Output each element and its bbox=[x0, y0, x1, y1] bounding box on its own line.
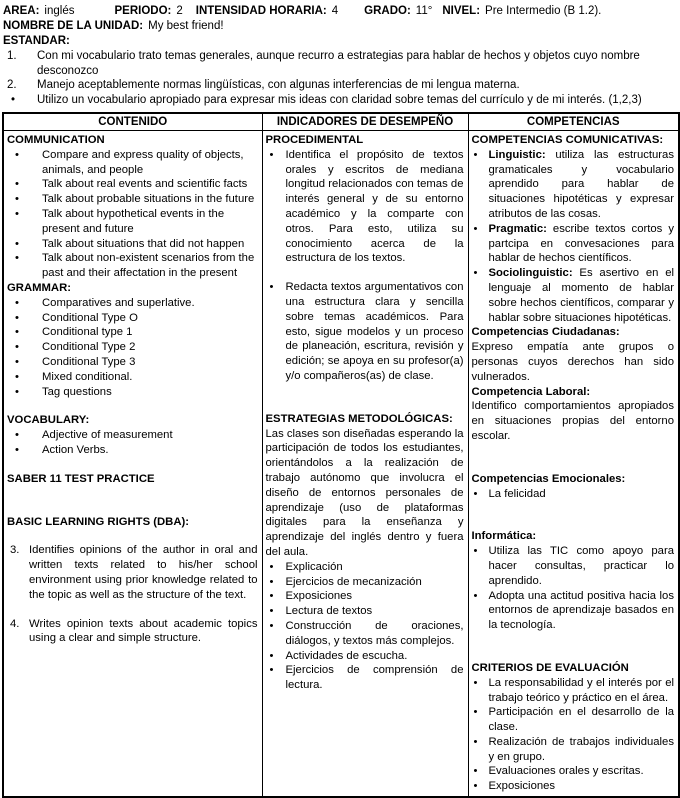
spacer bbox=[7, 603, 258, 617]
bullet-text: Tag questions bbox=[42, 385, 112, 398]
item-number: 1. bbox=[7, 50, 17, 62]
bullet-text: Adopta una actitud positiva hacia los entornos de aprendizaje basados en la tecnología. bbox=[488, 589, 674, 632]
meta-field-label: PERIODO: bbox=[114, 5, 172, 17]
bullet-text: Ejercicios de mecanización bbox=[285, 575, 422, 588]
bullet-text: Conditional Type 2 bbox=[42, 341, 136, 354]
bullet-text: Sociolinguistic: Es asertivo en el lenguaje al momento de hablar sobre hechos científicos, comparar y hablar sobre situaciones hipotéticas. bbox=[488, 267, 674, 324]
bullet-item bbox=[7, 355, 258, 370]
bullet-icon: • bbox=[269, 664, 274, 677]
spacer bbox=[7, 487, 258, 501]
column-contenido bbox=[3, 131, 262, 798]
bullet-item bbox=[7, 428, 258, 443]
bullet-icon: • bbox=[473, 222, 478, 235]
bullet-icon: • bbox=[15, 370, 19, 383]
column-header-competencias: COMPETENCIAS bbox=[468, 113, 679, 131]
estandar-item-text: Con mi vocabulario trato temas generales, aunque recurro a estrategias para hablar de hechos y objetos cuyo nombre desconozco bbox=[37, 50, 640, 77]
bullet-item bbox=[472, 779, 675, 794]
item-number: 3. bbox=[10, 544, 20, 557]
section-heading: PROCEDIMENTAL bbox=[265, 134, 364, 146]
bullet-item bbox=[7, 311, 258, 326]
bullet-text: Realización de trabajos individuales y en grupo. bbox=[488, 735, 674, 763]
bullet-text: Construcción de oraciones, diálogos, y textos más complejos. bbox=[285, 619, 464, 647]
document-header bbox=[2, 3, 678, 109]
table-header-row bbox=[3, 113, 679, 131]
spacer bbox=[472, 444, 675, 458]
bullet-icon: • bbox=[15, 443, 19, 456]
bullet-item bbox=[266, 575, 464, 590]
column-competencias bbox=[468, 131, 679, 798]
bullet-icon: • bbox=[473, 676, 478, 689]
bullet-icon: • bbox=[473, 735, 478, 748]
bullet-item bbox=[266, 619, 464, 649]
item-number: 2. bbox=[7, 79, 17, 91]
bullet-item bbox=[266, 649, 464, 664]
section-heading: Competencia Laboral: bbox=[471, 385, 591, 398]
meta-field-label: NIVEL: bbox=[442, 5, 481, 17]
paragraph: Expreso empatía ante grupos o personas cuyos derechos han sido vulnerados. bbox=[471, 341, 674, 383]
bullet-icon: • bbox=[11, 93, 16, 106]
bullet-item bbox=[266, 280, 464, 384]
bullet-icon: • bbox=[473, 487, 478, 500]
bullet-icon: • bbox=[15, 237, 19, 250]
bullet-icon: • bbox=[15, 252, 19, 265]
bullet-icon: • bbox=[15, 326, 19, 339]
spacer bbox=[472, 458, 675, 472]
meta-field-4 bbox=[442, 4, 601, 19]
bullet-item bbox=[7, 370, 258, 385]
bullet-item bbox=[266, 148, 464, 266]
bullet-icon: • bbox=[15, 296, 19, 309]
numbered-item bbox=[7, 617, 258, 647]
bullet-item bbox=[472, 705, 675, 735]
bullet-text: Mixed conditional. bbox=[42, 370, 133, 383]
bullet-icon: • bbox=[473, 148, 478, 161]
bullet-icon: • bbox=[15, 178, 19, 191]
bullet-text: Conditional Type O bbox=[42, 311, 138, 324]
curriculum-table bbox=[2, 112, 680, 798]
meta-field-value: Pre Intermedio (B 1.2). bbox=[485, 5, 602, 17]
meta-field-value: 2 bbox=[176, 5, 183, 17]
bullet-item bbox=[7, 207, 258, 237]
numbered-item-text: Identifies opinions of the author in oral and written texts related to his/her school environment using prior knowledge related to the topic as well as the structure of the text. bbox=[29, 544, 258, 601]
spacer bbox=[472, 501, 675, 515]
spacer bbox=[472, 647, 675, 661]
meta-line bbox=[3, 4, 678, 19]
bullet-item bbox=[472, 676, 675, 706]
bullet-item bbox=[472, 266, 675, 325]
bullet-icon: • bbox=[473, 267, 478, 280]
bullet-item bbox=[7, 325, 258, 340]
section-heading: Informática: bbox=[471, 530, 537, 543]
meta-field-value: 4 bbox=[331, 5, 339, 17]
table-body-row bbox=[3, 131, 679, 798]
spacer bbox=[266, 398, 464, 412]
bullet-text: Explicación bbox=[285, 560, 343, 573]
section-heading: COMMUNICATION bbox=[7, 134, 105, 146]
meta-field-2 bbox=[196, 4, 338, 19]
meta-field-1 bbox=[114, 4, 182, 19]
bullet-item bbox=[266, 560, 464, 575]
bullet-item bbox=[472, 589, 675, 633]
bullet-icon: • bbox=[269, 590, 274, 603]
estandar-item bbox=[3, 93, 678, 108]
bullet-item bbox=[7, 237, 258, 252]
section-heading: Competencias Ciudadanas: bbox=[471, 326, 620, 339]
bullet-text: Linguistic: utiliza las estructuras gramaticales y vocabulario aprendido para hablar de situaciones hipotéticas y expresar atributos de las cosas. bbox=[488, 148, 674, 220]
bullet-icon: • bbox=[15, 207, 19, 220]
bullet-icon: • bbox=[473, 765, 478, 778]
column-header-contenido: CONTENIDO bbox=[3, 113, 262, 131]
bullet-icon: • bbox=[269, 605, 274, 618]
bullet-icon: • bbox=[473, 545, 478, 558]
meta-field-label: AREA: bbox=[3, 5, 40, 17]
unit-name-line bbox=[3, 19, 678, 34]
bullet-item bbox=[7, 340, 258, 355]
spacer bbox=[266, 384, 464, 398]
unit-name-value: My best friend! bbox=[148, 20, 224, 32]
bullet-text: Exposiciones bbox=[488, 780, 556, 793]
column-header-indicadores: INDICADORES DE DESEMPEÑO bbox=[262, 113, 468, 131]
bullet-item bbox=[266, 589, 464, 604]
spacer bbox=[7, 399, 258, 413]
bullet-icon: • bbox=[473, 589, 478, 602]
bullet-text: Lectura de textos bbox=[285, 605, 373, 618]
bullet-text: Talk about non-existent scenarios from the past and their affectation in the present bbox=[42, 252, 255, 280]
bullet-text: La responsabilidad y el interés por el trabajo teórico y práctico en el área. bbox=[488, 676, 674, 704]
numbered-item-text: Writes opinion texts about academic topics using a clear and simple structure. bbox=[29, 617, 258, 645]
bullet-text: Adjective of measurement bbox=[42, 429, 173, 442]
bullet-text: Talk about real events and scientific facts bbox=[42, 178, 248, 191]
bullet-text: Talk about situations that did not happen bbox=[42, 237, 245, 250]
section-heading: COMPETENCIAS COMUNICATIVAS: bbox=[471, 134, 664, 146]
spacer bbox=[7, 501, 258, 515]
spacer bbox=[472, 515, 675, 529]
bullet-icon: • bbox=[269, 575, 274, 588]
bullet-text: Action Verbs. bbox=[42, 443, 109, 456]
bullet-text: Comparatives and superlative. bbox=[42, 296, 195, 309]
meta-field-label: INTENSIDAD HORARIA: bbox=[195, 5, 327, 17]
bullet-text: Pragmatic: escribe textos cortos y partcipa en convesaciones para hablar de hechos científicos. bbox=[488, 222, 674, 265]
bullet-icon: • bbox=[15, 341, 19, 354]
bullet-icon: • bbox=[269, 619, 274, 632]
meta-field-label: GRADO: bbox=[364, 5, 411, 17]
bullet-text: Compare and express quality of objects, animals, and people bbox=[42, 148, 244, 176]
section-heading: VOCABULARY: bbox=[7, 414, 90, 427]
bullet-item bbox=[266, 663, 464, 693]
bullet-item bbox=[7, 148, 258, 178]
bullet-item bbox=[472, 222, 675, 266]
bullet-icon: • bbox=[15, 355, 19, 368]
bullet-lead: Sociolinguistic: bbox=[488, 267, 573, 280]
bullet-text: Actividades de escucha. bbox=[285, 649, 408, 662]
section-heading: CRITERIOS DE EVALUACIÓN bbox=[471, 661, 629, 674]
bullet-item bbox=[472, 735, 675, 765]
bullet-icon: • bbox=[269, 281, 274, 294]
meta-field-value: 11° bbox=[415, 5, 433, 17]
estandar-list bbox=[3, 49, 678, 107]
item-number: 4. bbox=[10, 617, 20, 630]
numbered-item bbox=[7, 543, 258, 602]
bullet-icon: • bbox=[269, 148, 274, 161]
bullet-item bbox=[7, 296, 258, 311]
section-heading: SABER 11 TEST PRACTICE bbox=[7, 472, 155, 485]
bullet-icon: • bbox=[269, 560, 274, 573]
paragraph: Identifico comportamientos apropiados en situaciones propias del entorno escolar. bbox=[471, 400, 674, 442]
column-indicadores bbox=[262, 131, 468, 798]
bullet-text: Utiliza las TIC como apoyo para hacer consultas, practicar lo aprendido. bbox=[488, 545, 674, 587]
bullet-icon: • bbox=[15, 429, 19, 442]
bullet-lead: Linguistic: bbox=[488, 148, 546, 161]
bullet-icon: • bbox=[473, 780, 478, 793]
section-heading: ESTRATEGIAS METODOLÓGICAS: bbox=[265, 412, 453, 425]
bullet-item bbox=[7, 177, 258, 192]
bullet-item bbox=[472, 764, 675, 779]
bullet-text: Ejercicios de comprensión de lectura. bbox=[285, 664, 464, 692]
bullet-icon: • bbox=[473, 706, 478, 719]
bullet-text: Participación en el desarrollo de la clase. bbox=[488, 706, 674, 734]
bullet-icon: • bbox=[269, 649, 274, 662]
bullet-lead: Pragmatic: bbox=[488, 222, 547, 235]
bullet-text: La felicidad bbox=[488, 487, 546, 500]
bullet-text: Exposiciones bbox=[285, 590, 353, 603]
bullet-item bbox=[7, 192, 258, 207]
meta-field-0 bbox=[3, 4, 74, 19]
bullet-icon: • bbox=[15, 148, 19, 161]
bullet-icon: • bbox=[15, 385, 19, 398]
spacer bbox=[7, 529, 258, 543]
bullet-text: Conditional type 1 bbox=[42, 326, 133, 339]
bullet-item bbox=[7, 443, 258, 458]
bullet-item bbox=[472, 148, 675, 222]
bullet-icon: • bbox=[15, 193, 19, 206]
spacer bbox=[266, 266, 464, 280]
bullet-text: Identifica el propósito de textos orales y escritos de mediana longitud relacionados con temas de interés general y de su entorno académico y la comparte con otros. Para esto, utiliza su conocimiento acerca de la estructura de los textos. bbox=[285, 148, 464, 265]
bullet-text: Evaluaciones orales y escritas. bbox=[488, 765, 644, 778]
estandar-label: ESTANDAR: bbox=[3, 35, 70, 47]
estandar-item bbox=[3, 78, 678, 93]
bullet-item bbox=[472, 544, 675, 588]
bullet-text: Talk about hypothetical events in the present and future bbox=[42, 207, 225, 235]
meta-field-value: inglés bbox=[44, 5, 75, 17]
bullet-item bbox=[7, 385, 258, 400]
estandar-item-text: Utilizo un vocabulario apropiado para expresar mis ideas con claridad sobre temas del currículo y de mi interés. (1,2,3) bbox=[37, 93, 642, 106]
estandar-item-text: Manejo aceptablemente normas lingüísticas, con algunas interferencias de mi lengua materna. bbox=[37, 79, 520, 91]
estandar-item bbox=[3, 49, 678, 78]
bullet-text: Conditional Type 3 bbox=[42, 355, 136, 368]
bullet-text: Talk about probable situations in the future bbox=[42, 193, 255, 206]
spacer bbox=[7, 458, 258, 472]
bullet-item bbox=[7, 251, 258, 281]
section-heading: Competencias Emocionales: bbox=[471, 472, 626, 485]
bullet-item bbox=[472, 487, 675, 502]
unit-name-label: NOMBRE DE LA UNIDAD: bbox=[3, 20, 144, 32]
bullet-text: Redacta textos argumentativos con una estructura clara y sencilla sobre temas académicos. Para esto, sigue modelos y un proceso de planeación, escritura, revisión y edición; se apoya en su profesor(a) y/o compañeros(as) de clase. bbox=[285, 281, 464, 382]
section-heading: BASIC LEARNING RIGHTS (DBA): bbox=[7, 515, 189, 528]
bullet-icon: • bbox=[15, 311, 19, 324]
paragraph: Las clases son diseñadas esperando la participación de todos los estudiantes, orientándolos a la realización de trabajo autónomo que involucra el diseño de entornos personales de aprendizaje (uso de plataformas digitales para la enseñanza y aprendizaje del inglés dentro y fuera del aula. bbox=[265, 427, 464, 558]
meta-field-3 bbox=[364, 4, 432, 19]
section-heading: GRAMMAR: bbox=[7, 281, 72, 294]
bullet-item bbox=[266, 604, 464, 619]
spacer bbox=[472, 633, 675, 647]
